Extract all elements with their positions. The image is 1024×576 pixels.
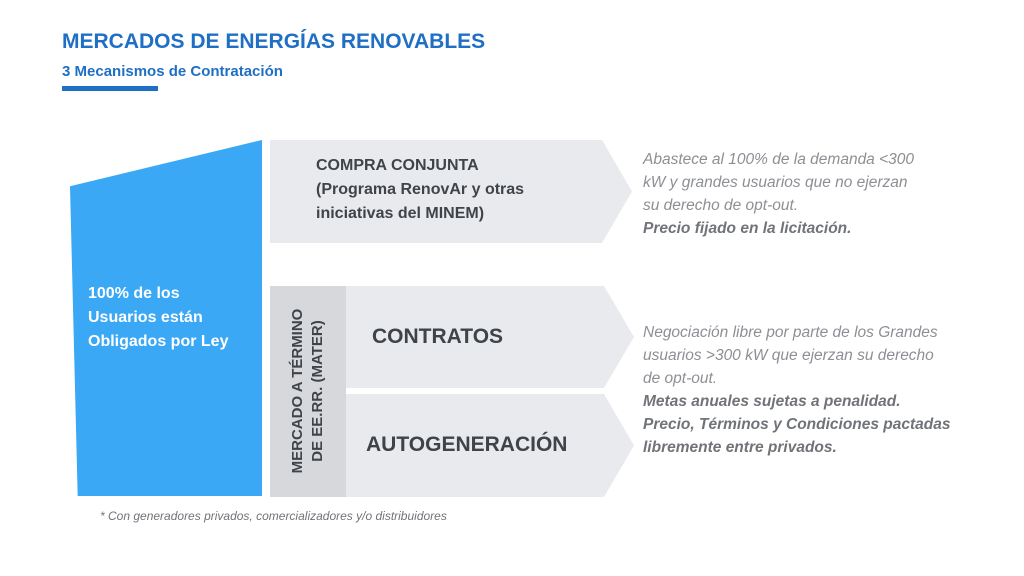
description-line: de opt-out.: [643, 370, 718, 387]
description-bold-line: libremente entre privados.: [643, 439, 837, 456]
description-bold-line: Precio fijado en la licitación.: [643, 220, 852, 237]
compra-conjunta-text: [316, 154, 586, 226]
obligated-users-line: 100% de los: [88, 285, 180, 302]
autogeneracion-label: AUTOGENERACIÓN: [366, 433, 568, 456]
description-line: kW y grandes usuarios que no ejerzan: [643, 174, 908, 191]
compra-conjunta-line: COMPRA CONJUNTA: [316, 157, 479, 174]
contratos-label: CONTRATOS: [372, 325, 504, 348]
title-underline: [62, 86, 158, 91]
obligated-users-text: [88, 282, 258, 354]
obligated-users-line: Obligados por Ley: [88, 333, 229, 350]
slide-subtitle: 3 Mecanismos de Contratación: [62, 63, 283, 80]
slide-title: MERCADOS DE ENERGÍAS RENOVABLES: [62, 30, 486, 53]
description-line: Abastece al 100% de la demanda <300: [643, 151, 915, 168]
compra-conjunta-description: [643, 148, 993, 240]
compra-conjunta-line: (Programa RenovAr y otras: [316, 181, 525, 198]
mater-label-line: MERCADO A TÉRMINO: [289, 308, 306, 474]
obligated-users-line: Usuarios están: [88, 309, 203, 326]
mater-label-line: DE EE.RR. (MATER): [309, 320, 326, 462]
description-line: su derecho de opt-out.: [643, 197, 799, 214]
description-line: usuarios >300 kW que ejerzan su derecho: [643, 347, 934, 364]
description-line: Negociación libre por parte de los Grandes: [643, 324, 938, 341]
mater-description: [643, 321, 993, 459]
description-bold-line: Metas anuales sujetas a penalidad.: [643, 393, 901, 410]
footnote: * Con generadores privados, comercializadores y/o distribuidores: [100, 509, 447, 523]
compra-conjunta-line: iniciativas del MINEM): [316, 205, 485, 222]
mater-label: [288, 291, 328, 491]
description-bold-line: Precio, Términos y Condiciones pactadas: [643, 416, 951, 433]
